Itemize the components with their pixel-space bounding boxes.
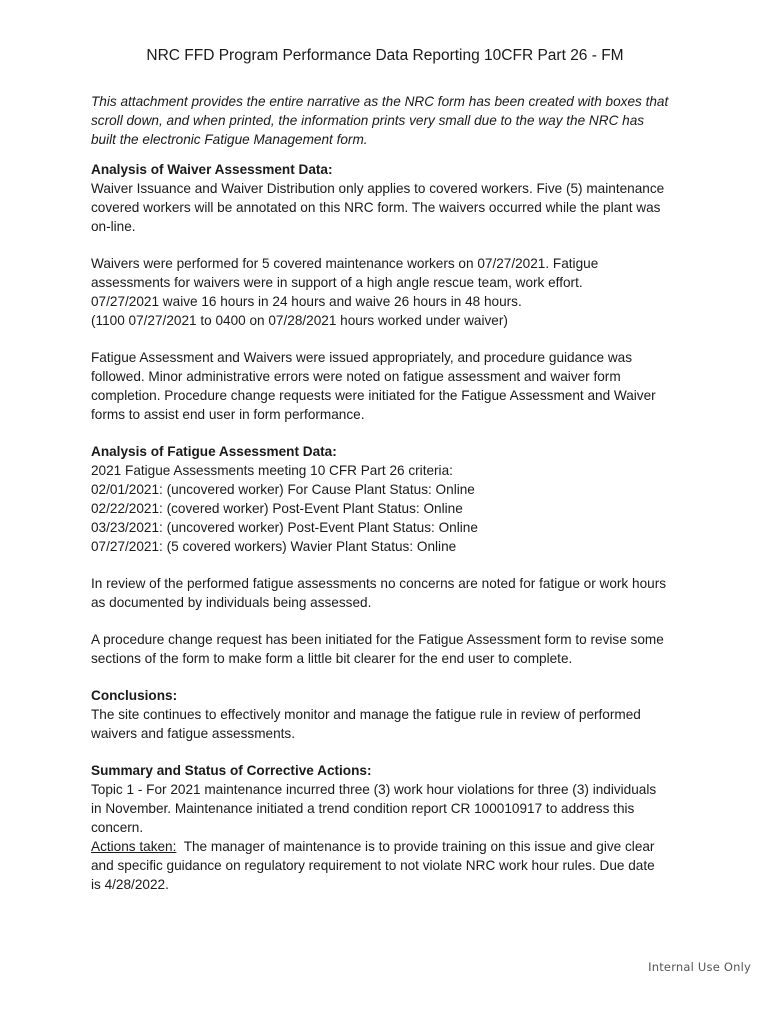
fatigue-paragraph-2 [91, 574, 691, 612]
text-line: assessments for waivers were in support of a high angle rescue team, work effort. [91, 275, 583, 290]
text-line: in November. Maintenance initiated a trend condition report CR 100010917 to address this [91, 801, 635, 816]
intro-line: built the electronic Fatigue Management form. [91, 132, 368, 147]
internal-use-footer: Internal Use Only [648, 960, 751, 974]
text-line: and specific guidance on regulatory requirement to not violate NRC work hour rules. Due date [91, 858, 655, 873]
text-line: waivers and fatigue assessments. [91, 726, 296, 741]
text-line: In review of the performed fatigue assessments no concerns are noted for fatigue or work hours [91, 576, 667, 591]
text-line: A procedure change request has been initiated for the Fatigue Assessment form to revise some [91, 632, 664, 647]
text-line: Waivers were performed for 5 covered maintenance workers on 07/27/2021. Fatigue [91, 256, 599, 271]
text-line: 07/27/2021: (5 covered workers) Wavier Plant Status: Online [91, 539, 457, 554]
text-line: concern. [91, 820, 144, 835]
text-line: sections of the form to make form a little bit clearer for the end user to complete. [91, 651, 573, 666]
text-line: on-line. [91, 219, 136, 234]
text-line: Fatigue Assessment and Waivers were issued appropriately, and procedure guidance was [91, 350, 633, 365]
actions-taken-label: Actions taken: [91, 839, 177, 854]
waiver-section-heading: Analysis of Waiver Assessment Data: [91, 162, 333, 177]
conclusions-heading: Conclusions: [91, 688, 178, 703]
summary-paragraph [91, 780, 691, 894]
fatigue-paragraph-1 [91, 461, 691, 556]
text-line: 02/22/2021: (covered worker) Post-Event Plant Status: Online [91, 501, 463, 516]
actions-taken-text: The manager of maintenance is to provide training on this issue and give clear [176, 839, 655, 854]
text-line: Waiver Issuance and Waiver Distribution only applies to covered workers. Five (5) maintenance [91, 181, 665, 196]
text-line: completion. Procedure change requests were initiated for the Fatigue Assessment and Waiver [91, 388, 656, 403]
document-body [91, 92, 691, 894]
actions-taken-line [91, 837, 691, 856]
intro-paragraph [91, 92, 691, 149]
document-title: NRC FFD Program Performance Data Reporting 10CFR Part 26 - FM [146, 47, 624, 64]
text-line: 2021 Fatigue Assessments meeting 10 CFR Part 26 criteria: [91, 463, 453, 478]
waiver-paragraph-3 [91, 348, 691, 424]
text-line: covered workers will be annotated on this NRC form. The waivers occurred while the plant was [91, 200, 661, 215]
fatigue-section-heading: Analysis of Fatigue Assessment Data: [91, 444, 337, 459]
intro-line: This attachment provides the entire narrative as the NRC form has been created with boxes that [91, 94, 669, 109]
waiver-paragraph-1 [91, 179, 691, 236]
text-line: forms to assist end user in form performance. [91, 407, 365, 422]
text-line: Topic 1 - For 2021 maintenance incurred three (3) work hour violations for three (3) individuals [91, 782, 657, 797]
text-line: as documented by individuals being assessed. [91, 595, 372, 610]
summary-heading: Summary and Status of Corrective Actions: [91, 763, 372, 778]
text-line: 02/01/2021: (uncovered worker) For Cause Plant Status: Online [91, 482, 475, 497]
text-line: 07/27/2021 waive 16 hours in 24 hours and waive 26 hours in 48 hours. [91, 294, 522, 309]
conclusions-paragraph [91, 705, 691, 743]
intro-line: scroll down, and when printed, the information prints very small due to the way the NRC has [91, 113, 645, 128]
text-line: 03/23/2021: (uncovered worker) Post-Event Plant Status: Online [91, 520, 478, 535]
text-line: followed. Minor administrative errors were noted on fatigue assessment and waiver form [91, 369, 621, 384]
text-line: (1100 07/27/2021 to 0400 on 07/28/2021 hours worked under waiver) [91, 313, 508, 328]
fatigue-paragraph-3 [91, 630, 691, 668]
text-line: The site continues to effectively monitor and manage the fatigue rule in review of performed [91, 707, 641, 722]
waiver-paragraph-2 [91, 254, 691, 330]
text-line: is 4/28/2022. [91, 877, 169, 892]
